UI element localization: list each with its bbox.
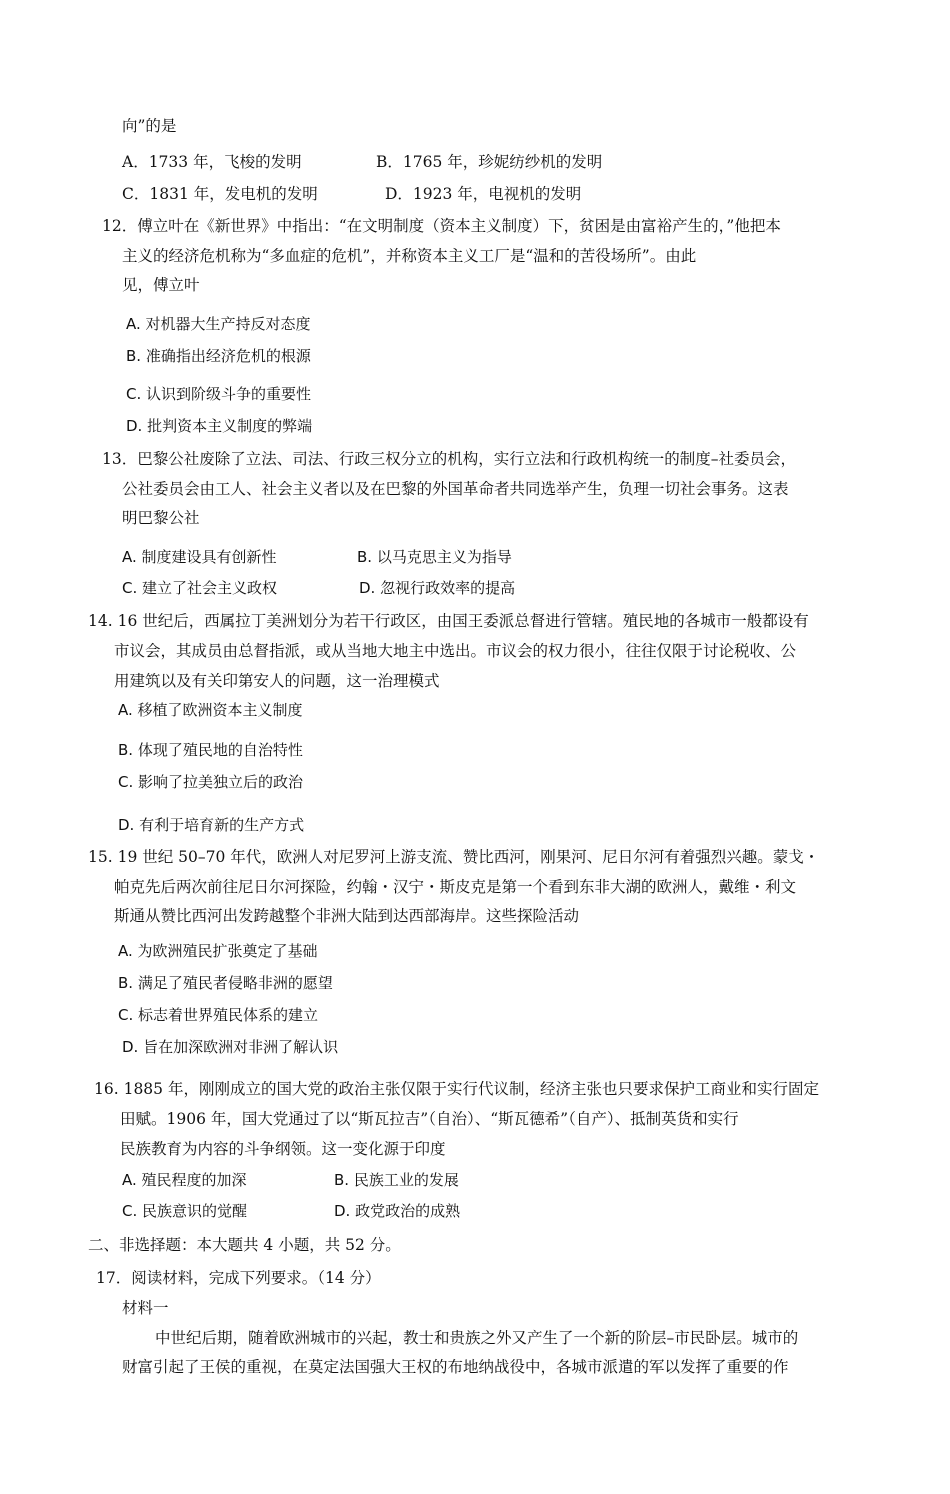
q16-option-a: A. 殖民程度的加深: [122, 1171, 247, 1189]
q14-option-d: D. 有利于培育新的生产方式: [118, 816, 305, 834]
q12-stem-line1: 12．傅立叶在《新世界》中指出：“在文明制度（资本主义制度）下，贫困是由富裕产生的，”他把本: [102, 217, 781, 235]
q15-stem-line1: 15. 19 世纪 50–70 年代，欧洲人对尼罗河上游支流、赞比西河，刚果河、尼日尔河有着强烈兴趣。蒙戈・: [88, 848, 820, 866]
q16-option-c: C. 民族意识的觉醒: [122, 1202, 248, 1220]
q17-material-one-label: 材料一: [122, 1299, 169, 1317]
q14-stem-line2: 市议会，其成员由总督指派，或从当地大地主中选出。市议会的权力很小，往往仅限于讨论税收、公: [114, 642, 797, 660]
q16-stem-line3: 民族教育为内容的斗争纲领。这一变化源于印度: [120, 1140, 446, 1158]
q12-option-a: A. 对机器大生产持反对态度: [126, 315, 311, 333]
q14-option-b: B. 体现了殖民地的自治特性: [118, 741, 303, 759]
q12-option-d: D. 批判资本主义制度的弊端: [126, 417, 313, 435]
q14-stem-line3: 用建筑以及有关印第安人的问题，这一治理模式: [114, 672, 440, 690]
section-two-heading: 二、非选择题：本大题共 4 小题，共 52 分。: [88, 1236, 401, 1254]
q13-stem-line3: 明巴黎公社: [122, 509, 200, 527]
q13-option-d: D. 忽视行政效率的提高: [359, 579, 516, 597]
q13-stem-line2: 公社委员会由工人、社会主义者以及在巴黎的外国革命者共同选举产生，负理一切社会事务。这表: [122, 480, 789, 498]
q15-stem-line3: 斯通从赞比西河出发跨越整个非洲大陆到达西部海岸。这些探险活动: [114, 907, 580, 925]
q13-option-c: C. 建立了社会主义政权: [122, 579, 278, 597]
q15-option-a: A. 为欧洲殖民扩张奠定了基础: [118, 942, 318, 960]
q12-option-b: B. 准确指出经济危机的根源: [126, 347, 311, 365]
q16-option-d: D. 政党政治的成熟: [334, 1202, 461, 1220]
q14-option-a: A. 移植了欧洲资本主义制度: [118, 701, 303, 719]
q15-option-b: B. 满足了殖民者侵略非洲的愿望: [118, 974, 333, 992]
q15-option-d: D. 旨在加深欧洲对非洲了解认识: [122, 1038, 339, 1056]
q14-option-c: C. 影响了拉美独立后的政治: [118, 773, 304, 791]
q16-stem-line1: 16. 1885 年，刚刚成立的国大党的政治主张仅限于实行代议制，经济主张也只要求保护工商业和实行固定: [94, 1080, 819, 1098]
q11-option-a: A．1733 年，飞梭的发明: [122, 153, 302, 171]
q11-stem-tail: 向”的是: [122, 117, 177, 135]
q17-material-line2: 财富引起了王侯的重视，在莫定法国强大王权的布地纳战役中，各城市派遣的军以发挥了重要的作: [122, 1358, 789, 1376]
q15-stem-line2: 帕克先后两次前往尼日尔河探险，约翰・汉宁・斯皮克是第一个看到东非大湖的欧洲人，戴维・利文: [114, 878, 797, 896]
q11-option-c: C．1831 年，发电机的发明: [122, 185, 318, 203]
q12-stem-line3: 见，傅立叶: [122, 276, 200, 294]
q13-stem-line1: 13．巴黎公社废除了立法、司法、行政三权分立的机构，实行立法和行政机构统一的制度–社委员会，: [102, 450, 796, 468]
q17-material-line1: 中世纪后期，随着欧洲城市的兴起，教士和贵族之外又产生了一个新的阶层–市民卧层。城市的: [155, 1329, 799, 1347]
q14-stem-line1: 14. 16 世纪后，西属拉丁美洲划分为若干行政区，由国王委派总督进行管辖。殖民地的各城市一般都设有: [88, 612, 809, 630]
q11-option-b: B．1765 年，珍妮纺纱机的发明: [376, 153, 603, 171]
q12-stem-line2: 主义的经济危机称为“多血症的危机”，并称资本主义工厂是“温和的苦役场所”。由此: [122, 247, 697, 265]
q16-option-b: B. 民族工业的发展: [334, 1171, 459, 1189]
q13-option-b: B. 以马克思主义为指导: [357, 548, 512, 566]
q16-stem-line2: 田赋。1906 年，国大党通过了以“斯瓦拉吉”（自治）、“斯瓦德希”（自产）、抵制英货和实行: [120, 1110, 739, 1128]
q12-option-c: C. 认识到阶级斗争的重要性: [126, 385, 312, 403]
q13-option-a: A. 制度建设具有创新性: [122, 548, 277, 566]
q15-option-c: C. 标志着世界殖民体系的建立: [118, 1006, 319, 1024]
q11-option-d: D．1923 年，电视机的发明: [385, 185, 582, 203]
q17-stem: 17．阅读材料，完成下列要求。（14 分）: [96, 1269, 381, 1287]
